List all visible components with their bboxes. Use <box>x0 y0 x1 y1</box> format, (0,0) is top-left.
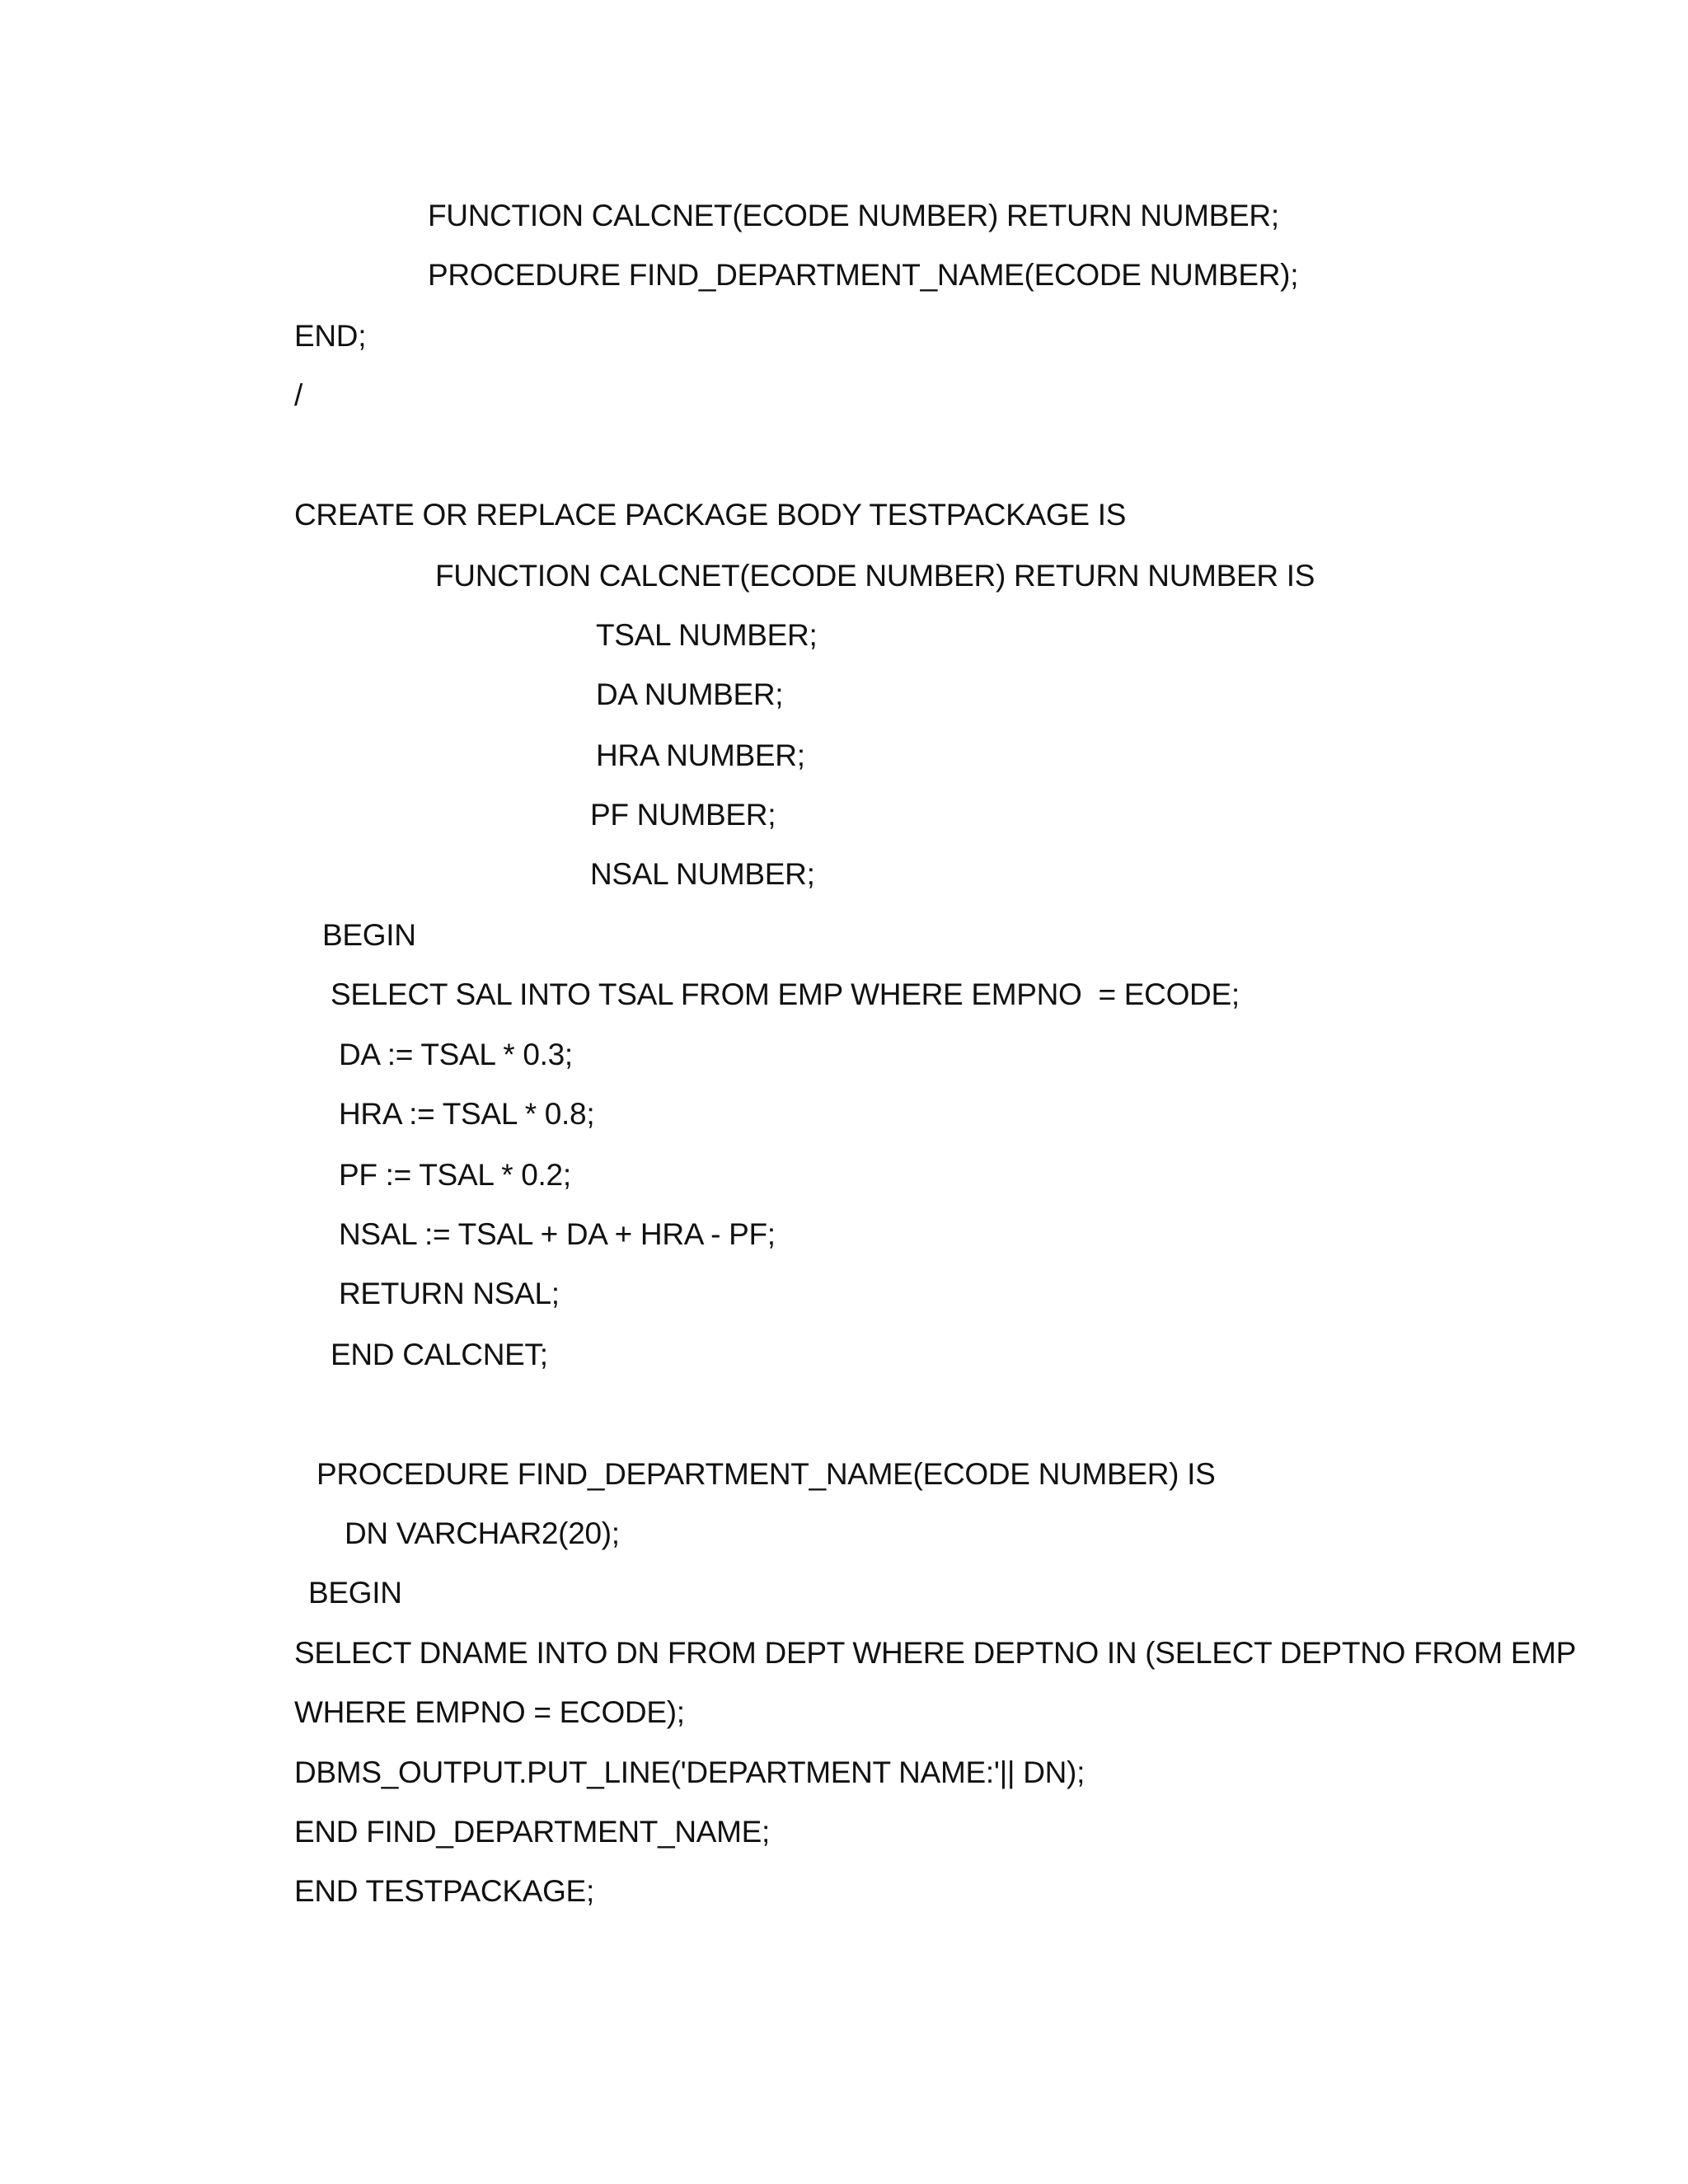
code-line: PF := TSAL * 0.2; <box>339 1158 571 1192</box>
code-line: DBMS_OUTPUT.PUT_LINE('DEPARTMENT NAME:'|| DN); <box>294 1755 1085 1789</box>
code-line: RETURN NSAL; <box>339 1277 560 1310</box>
code-line: END TESTPACKAGE; <box>294 1874 594 1908</box>
code-line: PROCEDURE FIND_DEPARTMENT_NAME(ECODE NUMBER) IS <box>316 1457 1216 1491</box>
code-line: BEGIN <box>308 1576 402 1610</box>
code-line: PROCEDURE FIND_DEPARTMENT_NAME(ECODE NUMBER); <box>428 258 1299 292</box>
code-line: FUNCTION CALCNET(ECODE NUMBER) RETURN NUMBER IS <box>435 559 1315 593</box>
code-line: / <box>294 378 302 412</box>
code-line: NSAL := TSAL + DA + HRA - PF; <box>339 1217 776 1251</box>
code-line: END FIND_DEPARTMENT_NAME; <box>294 1815 771 1849</box>
code-line: DA := TSAL * 0.3; <box>339 1038 573 1071</box>
code-line: NSAL NUMBER; <box>590 857 815 891</box>
code-line: DA NUMBER; <box>596 677 784 711</box>
code-line: TSAL NUMBER; <box>596 618 818 652</box>
code-line: SELECT SAL INTO TSAL FROM EMP WHERE EMPNO = ECODE; <box>331 977 1240 1011</box>
code-line: SELECT DNAME INTO DN FROM DEPT WHERE DEPTNO IN (SELECT DEPTNO FROM EMP <box>294 1636 1577 1670</box>
code-line: END; <box>294 319 367 353</box>
code-line: WHERE EMPNO = ECODE); <box>294 1695 685 1729</box>
code-line: HRA NUMBER; <box>596 738 805 772</box>
code-line: DN VARCHAR2(20); <box>345 1516 620 1550</box>
code-line: HRA := TSAL * 0.8; <box>339 1097 595 1131</box>
code-line: CREATE OR REPLACE PACKAGE BODY TESTPACKAGE IS <box>294 498 1127 532</box>
code-line: PF NUMBER; <box>590 798 776 832</box>
code-line: FUNCTION CALCNET(ECODE NUMBER) RETURN NUMBER; <box>428 199 1279 232</box>
code-line: END CALCNET; <box>331 1338 548 1371</box>
code-line: BEGIN <box>322 918 416 952</box>
